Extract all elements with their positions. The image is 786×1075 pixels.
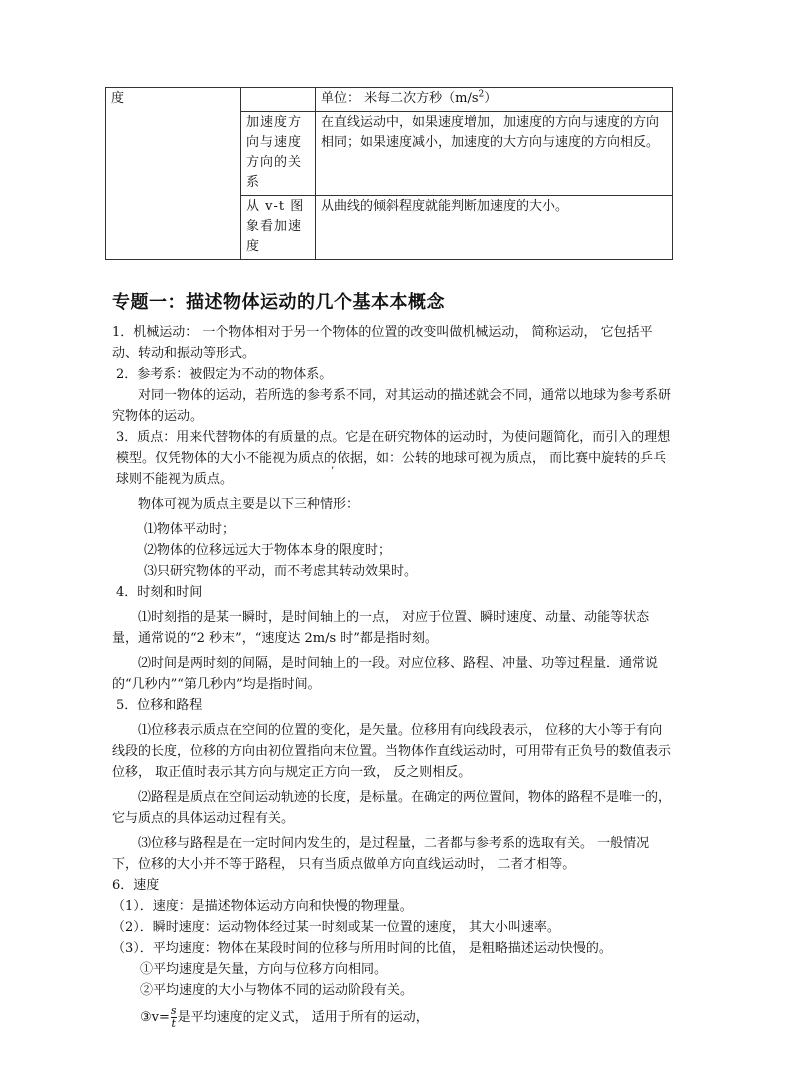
list-item: ⑵物体的位移远远大于物体本身的限度时；: [144, 543, 392, 558]
paragraph: 2．参考系：被假定为不动的物体系。: [116, 367, 333, 382]
subheading: 5．位移和路程: [116, 698, 203, 713]
subheading: 4．时刻和时间: [116, 585, 203, 600]
fraction-denominator: t: [171, 1017, 176, 1030]
formula-text: 是平均速度的定义式， 适用于所有的运动，: [177, 1010, 429, 1025]
paragraph: 对同一物体的运动，若所选的参考系不同，对其运动的描述就会不同，通常以地球为参考系研究物体的运动。: [112, 388, 672, 424]
unit-close: ）: [484, 91, 498, 106]
unit-superscript: 2: [478, 89, 485, 100]
paragraph: ⑵时间是两时刻的间隔，是时间轴上的一段。对应位移、路程、冲量、功等过程量．通常说的“几秒内”“第几秒内”均是指时间。: [112, 656, 659, 692]
acceleration-table: [105, 87, 673, 260]
cell-text: 从 v-t 图象看加速度: [246, 199, 305, 254]
paragraph: 物体可视为质点主要是以下三种情形：: [138, 497, 360, 512]
formula-prefix: ③v=: [140, 1010, 170, 1025]
table-cell-label: [241, 112, 316, 196]
paragraph: （1）．速度：是描述物体运动方向和快慢的物理量。: [112, 899, 413, 914]
paragraph: （3）．平均速度：物体在某段时间的位移与所用时间的比值， 是粗略描述运动快慢的。: [112, 941, 612, 956]
table-cell-unit: [316, 88, 673, 112]
list-item: ②平均速度的大小与物体不同的运动阶段有关。: [140, 983, 414, 998]
cell-text: 在直线运动中，如果速度增加，加速度的方向与速度的方向相同；如果速度减小，加速度的大方向与速度的方向相反。: [321, 115, 660, 150]
list-item: ①平均速度是矢量，方向与位移方向相同。: [140, 962, 388, 977]
paragraph: 3．质点：用来代替物体的有质量的点。它是在研究物体的运动时，为使问题简化，而引入的理想模型。仅凭物体的大小不能视为质点的依据，如：公转的地球可视为质点， 而比赛中旋转的乒乓球则不能视为质点。: [116, 430, 671, 487]
paragraph: ⑶位移与路程是在一定时间内发生的，是过程量，二者都与参考系的选取有关。 一般情况下，位移的大小并不等于路程， 只有当质点做单方向直线运动时， 二者才相等。: [112, 836, 650, 872]
table-cell-label: [241, 196, 316, 260]
section-body: [112, 322, 672, 1030]
subheading: 6．速度: [112, 878, 160, 893]
table-row: [106, 88, 673, 112]
table-cell-empty: [241, 88, 316, 112]
cell-text: 从曲线的倾斜程度就能判断加速度的大小。: [321, 199, 569, 214]
paragraph: 1．机械运动： 一个物体相对于另一个物体的位置的改变叫做机械运动， 简称运动， 它包括平动、转动和振动等形式。: [112, 325, 653, 361]
table-cell-content: [316, 196, 673, 260]
table-cell-content: [316, 112, 673, 196]
table-cell-term: [106, 88, 241, 260]
paragraph: ⑴时刻指的是某一瞬时，是时间轴上的一点， 对应于位置、瞬时速度、动量、动能等状态量，通常说的“2 秒末”，“速度达 2m/s 时”都是指时刻。: [112, 610, 650, 646]
list-item: ⑶只研究物体的平动，而不考虑其转动效果时。: [144, 564, 418, 579]
fraction: [171, 1005, 177, 1030]
fraction-numerator: s: [170, 1004, 177, 1017]
paragraph: ⑴位移表示质点在空间的位置的变化，是矢量。位移用有向线段表示， 位移的大小等于有向线段的长度，位移的方向由初位置指向末位置。当物体作直线运动时，可用带有正负号的数值表示位移， 取正值时表示其方向与规定正方向一致， 反之则相反。: [112, 723, 672, 780]
paragraph: ⑵路程是质点在空间运动轨迹的长度，是标量。在确定的两位置间，物体的路程不是唯一的，它与质点的具体运动过程有关。: [112, 790, 672, 826]
paragraph: （2）．瞬时速度：运动物体经过某一时刻或某一位置的速度， 其大小叫速率。: [112, 920, 560, 935]
section-heading: 专题一：描述物体运动的几个基本本概念: [112, 292, 445, 313]
list-item: ⑴物体平动时；: [144, 522, 236, 537]
stray-mark: ’: [331, 466, 335, 477]
cell-text: 加速度方向与速度方向的关系: [246, 115, 303, 190]
formula-line: [112, 1005, 672, 1030]
unit-text: 单位： 米每二次方秒（m/s: [321, 91, 479, 106]
cell-text: 度: [111, 91, 125, 106]
